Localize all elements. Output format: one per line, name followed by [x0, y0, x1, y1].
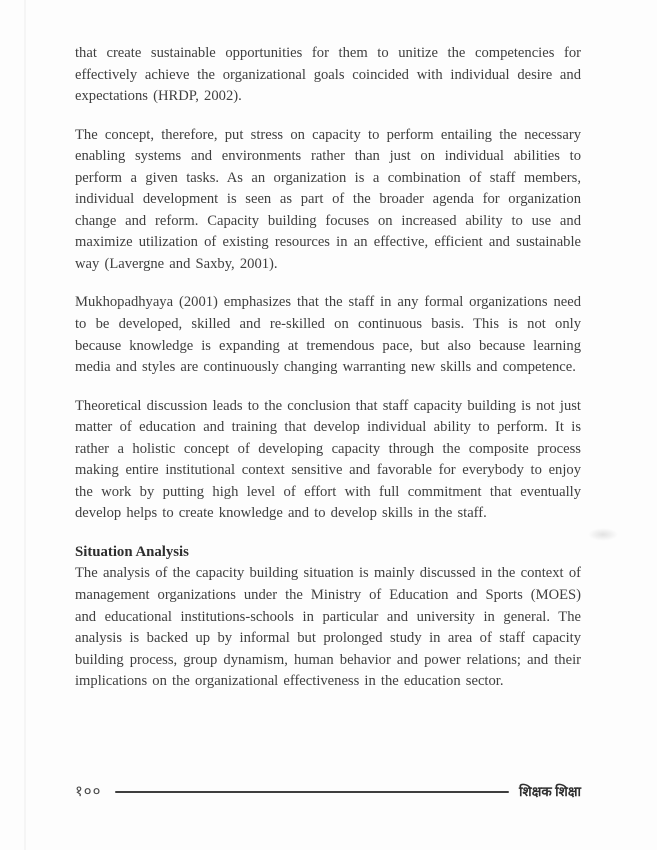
page-number: १०० [75, 784, 102, 800]
section-paragraph: The analysis of the capacity building situation is mainly discussed in the context of management organizations under the Ministry of Education and Sports (MOES) and educational institutions-schools in particular and university in general. The analysis is backed up by informal but prolonged study in area of staff capacity building process, group dynamism, human behavior and power relations; and their implications on the organizational effectiveness in the education sector. [75, 565, 581, 690]
running-title: शिक्षक शिक्षा [519, 784, 581, 799]
paragraph-2: The concept, therefore, put stress on capacity to perform entailing the necessary enabling systems and environments rather than just on individual abilities to perform a given tasks. As an organization is a combination of staff members, individual development is seen as part of the broader agenda for organization change and reform. Capacity building focuses on increased ability to use and maximize utilization of existing resources in an effective, efficient and sustainable way (Lavergne and Saxby, 2001). [75, 126, 581, 272]
page-body-text [75, 43, 581, 693]
page-footer [75, 779, 581, 803]
scan-smudge [588, 528, 618, 541]
footer-rule [115, 791, 509, 793]
paragraph-3: Mukhopadhyaya (2001) emphasizes that the staff in any formal organizations need to be developed, skilled and re-skilled on continuous basis. This is not only because knowledge is expanding at tremendous pace, but also because learning media and styles are continuously changing warranting new skills and competence. [75, 294, 581, 376]
paragraph-1: that create sustainable opportunities for them to unitize the competencies for effectively achieve the organizational goals coincided with individual desire and expectations (HRDP, 2002). [75, 45, 581, 105]
section-heading: Situation Analysis [75, 543, 189, 560]
paragraph-4: Theoretical discussion leads to the conclusion that staff capacity building is not just matter of education and training that develop individual ability to perform. It is rather a holistic concept of developing capacity through the composite process making entire institutional context sensitive and favorable for everybody to enjoy the work by putting high level of effort with full commitment that eventually develop helps to create knowledge and to develop skills in the staff. [75, 397, 581, 522]
scan-page-edge [24, 0, 26, 850]
